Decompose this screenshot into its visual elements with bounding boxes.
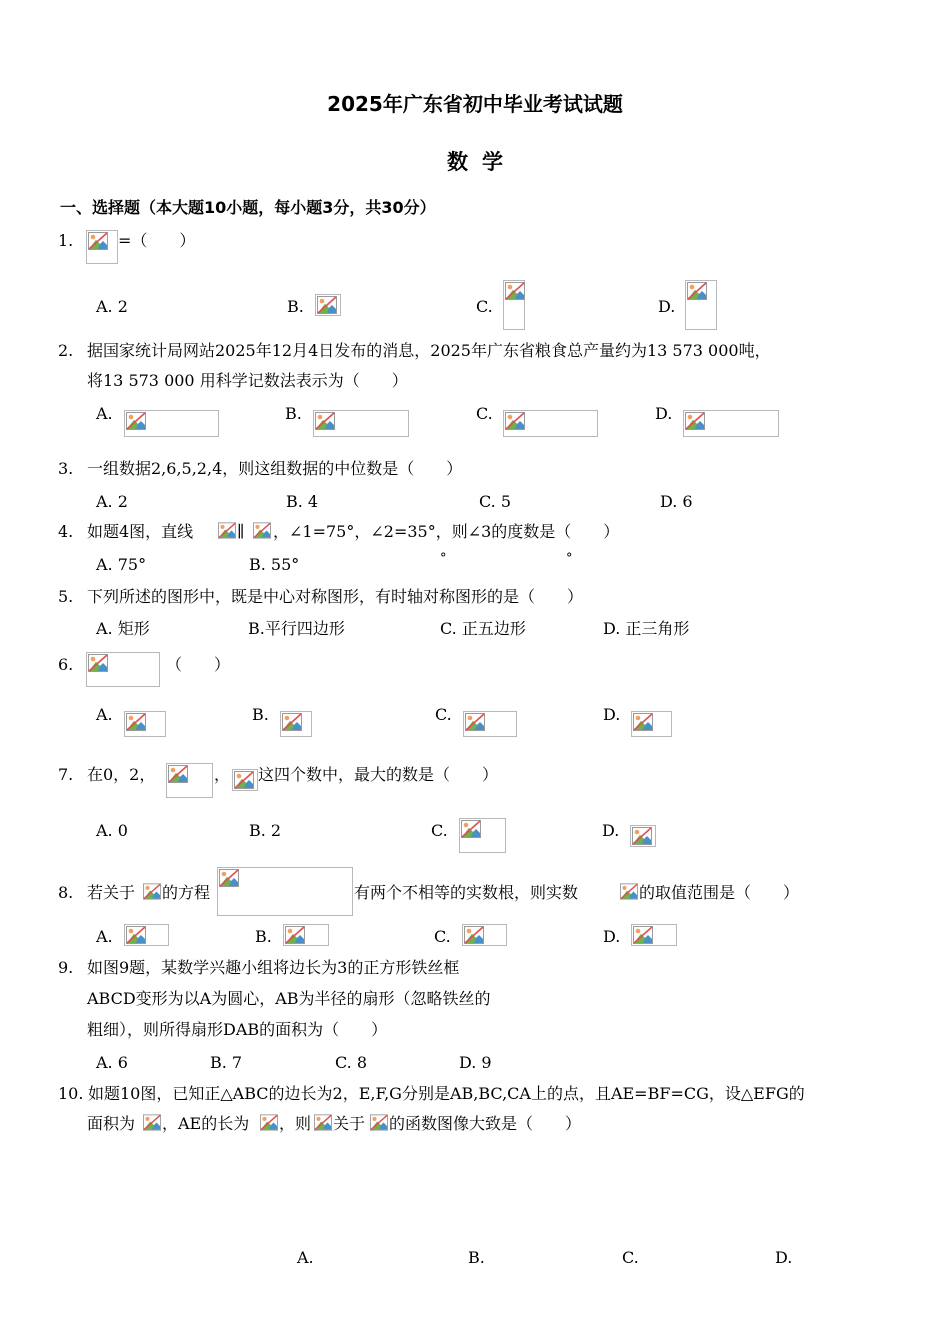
q10-var-x-image xyxy=(260,1113,280,1133)
q5-option-b: B.平行四边形 xyxy=(248,619,345,638)
broken-image-icon xyxy=(168,765,188,783)
q9-number: 9. xyxy=(58,958,74,977)
broken-image-icon xyxy=(88,232,108,250)
broken-image-icon xyxy=(314,1114,332,1131)
q9-option-d: D. 9 xyxy=(459,1053,492,1072)
broken-image-icon xyxy=(687,282,707,300)
q8-stem-part1: 若关于 xyxy=(87,883,136,902)
q3-option-d: D. 6 xyxy=(660,492,693,511)
q7-option-c-image xyxy=(459,818,506,853)
q2-option-a: A. xyxy=(96,404,113,423)
broken-image-icon xyxy=(461,820,481,838)
q8-equation-image xyxy=(217,867,353,916)
q9-stem-line1: 如图9题，某数学兴趣小组将边长为3的正方形铁丝框 xyxy=(87,958,460,977)
section-heading: 一、选择题（本大题10小题，每小题3分，共30分） xyxy=(60,198,436,217)
broken-image-icon xyxy=(505,282,525,300)
q4-stem-pre: 如题4图，直线 xyxy=(87,522,194,541)
broken-image-icon xyxy=(260,1114,278,1131)
broken-image-icon xyxy=(632,827,652,845)
q6-option-b-image xyxy=(280,711,312,737)
q10-option-c: C. xyxy=(622,1248,639,1267)
q2-option-b: B. xyxy=(285,404,302,423)
q9-stem-line3: 粗细），则所得扇形DAB的面积为（ ） xyxy=(87,1020,388,1039)
q5-option-c: C. 正五边形 xyxy=(440,619,526,638)
q3-option-b: B. 4 xyxy=(286,492,319,511)
q10-stem-line2-part3: ，则 xyxy=(279,1114,312,1133)
q10-var-y-image xyxy=(143,1113,163,1133)
q3-option-a: A. 2 xyxy=(96,492,128,511)
broken-image-icon xyxy=(218,522,236,539)
q7-option-d: D. xyxy=(602,821,620,840)
q4-number: 4. xyxy=(58,522,74,541)
broken-image-icon xyxy=(282,713,302,731)
q1-option-b-image xyxy=(315,294,341,316)
q6-stem-image xyxy=(86,652,160,687)
broken-image-icon xyxy=(234,771,254,789)
broken-image-icon xyxy=(505,412,525,430)
broken-image-icon xyxy=(143,883,161,900)
q3-number: 3. xyxy=(58,459,74,478)
q6-option-a: A. xyxy=(96,705,113,724)
q2-option-c-image xyxy=(503,410,598,437)
q4-option-d: ° xyxy=(566,551,573,566)
q5-option-a: A. 矩形 xyxy=(96,619,150,638)
q4-option-c: ° xyxy=(440,551,447,566)
q6-number: 6. xyxy=(58,655,74,674)
subject-title: 数学 xyxy=(447,150,517,174)
broken-image-icon xyxy=(465,713,485,731)
q6-stem-text: （ ） xyxy=(166,655,231,674)
q10-stem-line2-part2: ，AE的长为 xyxy=(162,1114,250,1133)
q1-option-d: D. xyxy=(658,297,676,316)
broken-image-icon xyxy=(685,412,705,430)
q7-option-d-image xyxy=(630,825,656,847)
exam-title: 2025年广东省初中毕业考试试题 xyxy=(327,92,623,116)
q8-stem-part4: 的取值范围是（ ） xyxy=(639,883,800,902)
q9-stem-line2: ABCD变形为以A为圆心，AB为半径的扇形（忽略铁丝的 xyxy=(87,989,491,1008)
q10-option-d: D. xyxy=(775,1248,793,1267)
q10-var-y2-image xyxy=(314,1113,334,1133)
q10-stem-line2-part4: 关于 xyxy=(333,1114,366,1133)
q7-stem-comma: ， xyxy=(214,765,231,784)
broken-image-icon xyxy=(253,522,271,539)
q4-stem-post: ，∠1=75°，∠2=35°，则∠3的度数是（ ） xyxy=(273,522,620,541)
q8-variable-x-image xyxy=(143,882,163,902)
q4-line-b-image xyxy=(253,521,273,541)
q5-number: 5. xyxy=(58,587,74,606)
q8-variable-m-image xyxy=(620,882,640,902)
q8-option-c: C. xyxy=(434,927,451,946)
q5-option-d: D. 正三角形 xyxy=(603,619,690,638)
q7-stem-image-2 xyxy=(232,769,258,791)
broken-image-icon xyxy=(126,412,146,430)
q5-stem: 下列所述的图形中，既是中心对称图形，有时轴对称图形的是（ ） xyxy=(87,587,584,606)
q10-option-b: B. xyxy=(468,1248,485,1267)
q6-option-d: D. xyxy=(603,705,621,724)
q4-option-a: A. 75° xyxy=(96,555,147,574)
broken-image-icon xyxy=(317,296,337,314)
q7-option-a: A. 0 xyxy=(96,821,128,840)
q2-number: 2. xyxy=(58,341,74,360)
q9-option-a: A. 6 xyxy=(96,1053,128,1072)
q2-option-b-image xyxy=(313,410,409,437)
q2-option-a-image xyxy=(124,410,219,437)
broken-image-icon xyxy=(315,412,335,430)
q7-option-c: C. xyxy=(431,821,448,840)
q1-option-c-image xyxy=(503,280,525,330)
q2-option-d-image xyxy=(683,410,779,437)
q4-line-a-image xyxy=(218,521,238,541)
q10-stem-line2-part5: 的函数图像大致是（ ） xyxy=(389,1114,582,1133)
q9-option-c: C. 8 xyxy=(335,1053,368,1072)
broken-image-icon xyxy=(88,654,108,672)
q2-stem-line2: 将13 573 000 用科学记数法表示为（ ） xyxy=(87,371,408,390)
q7-option-b: B. 2 xyxy=(249,821,282,840)
q9-option-b: B. 7 xyxy=(210,1053,243,1072)
q8-option-d: D. xyxy=(603,927,621,946)
q8-option-c-image xyxy=(462,924,507,946)
q8-option-d-image xyxy=(631,924,677,946)
q7-stem-image-1 xyxy=(166,763,213,798)
q10-stem-line2-part1: 面积为 xyxy=(87,1114,136,1133)
q7-stem-post: 这四个数中，最大的数是（ ） xyxy=(258,765,499,784)
broken-image-icon xyxy=(370,1114,388,1131)
broken-image-icon xyxy=(143,1114,161,1131)
q1-stem-text: =（ ） xyxy=(118,231,196,250)
q1-number: 1. xyxy=(58,231,74,250)
q8-option-a-image xyxy=(124,924,169,946)
q8-option-a: A. xyxy=(96,927,113,946)
q7-number: 7. xyxy=(58,765,74,784)
q8-stem-part3: 有两个不相等的实数根，则实数 xyxy=(354,883,579,902)
broken-image-icon xyxy=(464,926,484,944)
broken-image-icon xyxy=(285,926,305,944)
q2-option-d: D. xyxy=(655,404,673,423)
broken-image-icon xyxy=(219,869,239,887)
q8-stem-part2: 的方程 xyxy=(162,883,211,902)
q10-number: 10. xyxy=(58,1084,84,1103)
q8-number: 8. xyxy=(58,883,74,902)
q10-option-a: A. xyxy=(297,1248,314,1267)
q1-option-c: C. xyxy=(476,297,493,316)
q6-option-a-image xyxy=(124,711,166,737)
q1-option-a: A. 2 xyxy=(96,297,128,316)
q6-option-d-image xyxy=(631,711,672,737)
q4-parallel-symbol: ∥ xyxy=(237,522,245,541)
q8-option-b-image xyxy=(283,924,329,946)
broken-image-icon xyxy=(126,926,146,944)
q7-stem-pre: 在0，2， xyxy=(87,765,156,784)
q3-option-c: C. 5 xyxy=(479,492,512,511)
q2-stem-line1: 据国家统计局网站2025年12月4日发布的消息，2025年广东省粮食总产量约为13 573 000吨， xyxy=(87,341,771,360)
broken-image-icon xyxy=(126,713,146,731)
q3-stem: 一组数据2,6,5,2,4，则这组数据的中位数是（ ） xyxy=(87,459,463,478)
q6-option-b: B. xyxy=(252,705,269,724)
q4-option-b: B. 55° xyxy=(249,555,300,574)
broken-image-icon xyxy=(633,926,653,944)
q1-stem-image xyxy=(86,230,118,264)
q1-option-d-image xyxy=(685,280,717,330)
q10-var-x2-image xyxy=(370,1113,390,1133)
q10-stem-line1: 如题10图，已知正△ABC的边长为2，E,F,G分别是AB,BC,CA上的点，且AE=BF=CG，设△EFG的 xyxy=(88,1084,805,1103)
broken-image-icon xyxy=(620,883,638,900)
q1-option-b: B. xyxy=(287,297,304,316)
q2-option-c: C. xyxy=(476,404,493,423)
q6-option-c: C. xyxy=(435,705,452,724)
q8-option-b: B. xyxy=(255,927,272,946)
q6-option-c-image xyxy=(463,711,517,737)
broken-image-icon xyxy=(633,713,653,731)
